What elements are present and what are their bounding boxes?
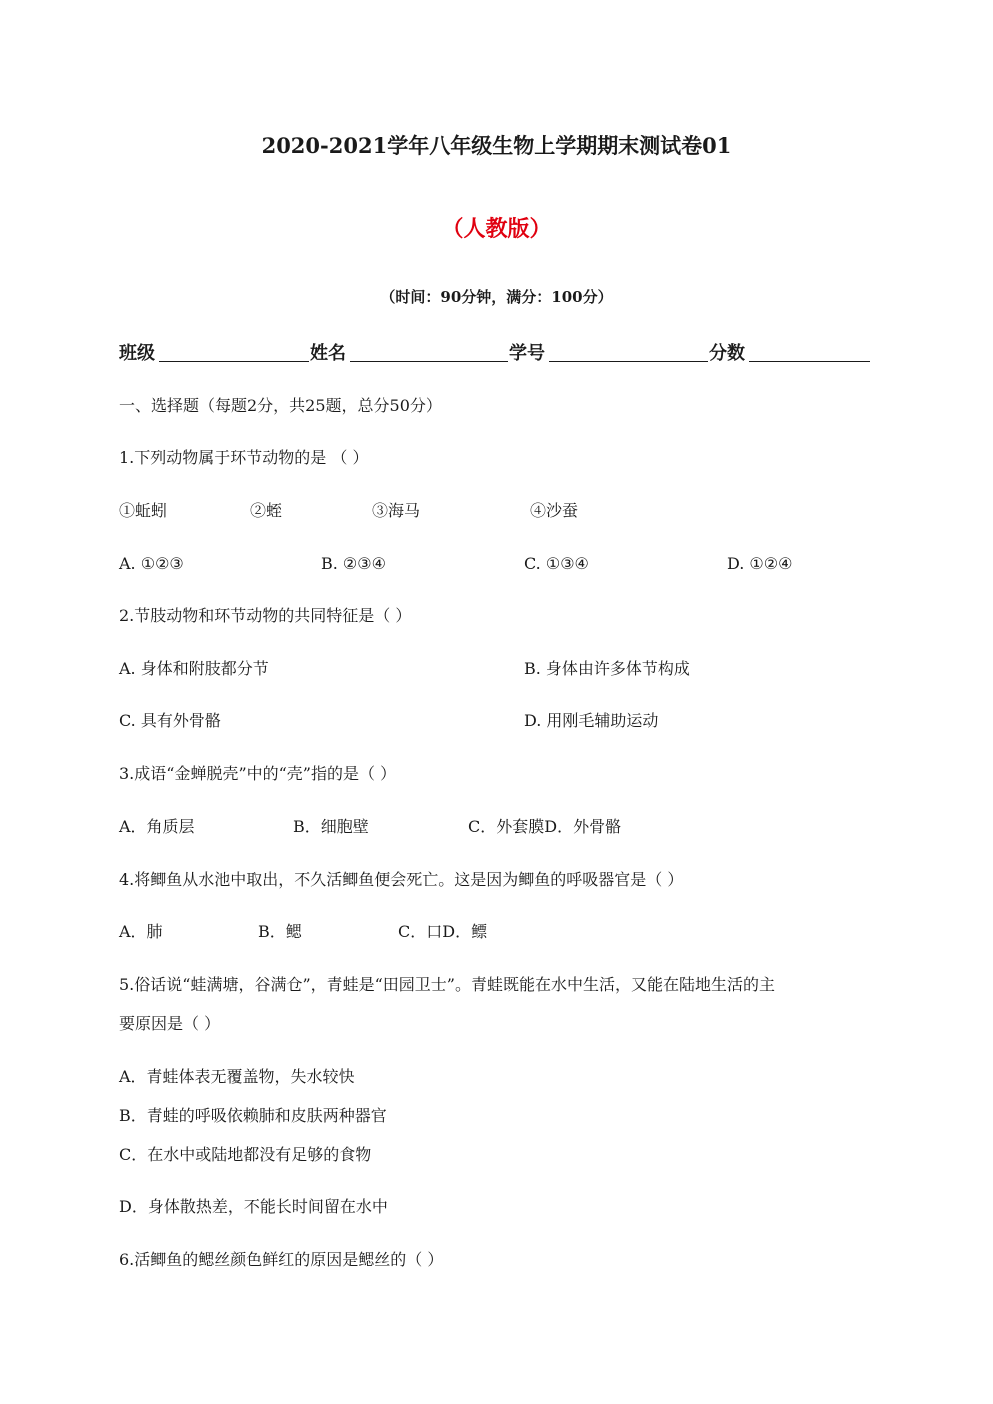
edition-subtitle: （人教版） <box>441 216 552 242</box>
question-3-stem: 3.成语“金蝉脱壳”中的“壳”指的是（ ） <box>119 764 397 783</box>
question-3-option-cd[interactable]: C．外套膜D．外骨骼 <box>468 817 622 836</box>
question-4-stem: 4.将鲫鱼从水池中取出，不久活鲫鱼便会死亡。这是因为鲫鱼的呼吸器官是（ ） <box>119 870 684 889</box>
question-2-option-a[interactable]: A. 身体和附肢都分节 <box>119 659 269 678</box>
class-blank[interactable] <box>159 361 309 362</box>
question-4-option-cd[interactable]: C．口D．鳔 <box>398 922 488 941</box>
question-1-option-c[interactable]: C. ①③④ <box>524 554 589 573</box>
question-1-option-b[interactable]: B. ②③④ <box>321 554 386 573</box>
name-label: 姓名 <box>310 343 346 364</box>
time-score-note: （时间：90分钟，满分：100分） <box>380 288 613 306</box>
question-1-item-2: ②蛭 <box>250 501 283 520</box>
score-blank[interactable] <box>749 361 870 362</box>
question-4-option-b[interactable]: B．鳃 <box>258 922 302 941</box>
student-number-blank[interactable] <box>549 361 708 362</box>
question-5-option-b[interactable]: B．青蛙的呼吸依赖肺和皮肤两种器官 <box>119 1106 387 1125</box>
class-label: 班级 <box>119 343 155 364</box>
question-2-option-d[interactable]: D. 用刚毛辅助运动 <box>524 711 659 730</box>
question-3-option-b[interactable]: B．细胞壁 <box>293 817 369 836</box>
score-label: 分数 <box>709 343 745 364</box>
student-number-label: 学号 <box>509 343 545 364</box>
student-info-row <box>119 339 871 365</box>
question-1-option-a[interactable]: A. ①②③ <box>119 554 184 573</box>
exam-title: 2020-2021学年八年级生物上学期期末测试卷01 <box>261 133 732 158</box>
question-5-option-a[interactable]: A．青蛙体表无覆盖物，失水较快 <box>119 1067 355 1086</box>
question-1-item-4: ④沙蚕 <box>530 501 579 520</box>
question-1-option-d[interactable]: D. ①②④ <box>727 554 793 573</box>
question-1-item-3: ③海马 <box>372 501 421 520</box>
question-4-option-a[interactable]: A．肺 <box>119 922 163 941</box>
question-3-option-a[interactable]: A．角质层 <box>119 817 195 836</box>
name-blank[interactable] <box>350 361 508 362</box>
question-5-stem-line-1: 5.俗话说“蛙满塘，谷满仓”，青蛙是“田园卫士”。青蛙既能在水中生活，又能在陆地生活的主 <box>119 975 775 994</box>
question-1-item-1: ①蚯蚓 <box>119 501 168 520</box>
question-2-option-c[interactable]: C. 具有外骨骼 <box>119 711 221 730</box>
question-2-stem: 2.节肢动物和环节动物的共同特征是（ ） <box>119 606 412 625</box>
question-5-stem-line-2: 要原因是（ ） <box>119 1014 221 1033</box>
question-2-option-b[interactable]: B. 身体由许多体节构成 <box>524 659 690 678</box>
question-5-option-d[interactable]: D．身体散热差，不能长时间留在水中 <box>119 1197 388 1216</box>
section-heading: 一、选择题（每题2分，共25题，总分50分） <box>119 396 442 415</box>
question-5-option-c[interactable]: C．在水中或陆地都没有足够的食物 <box>119 1145 372 1164</box>
question-6-stem: 6.活鲫鱼的鳃丝颜色鲜红的原因是鳃丝的（ ） <box>119 1250 444 1269</box>
question-1-stem: 1.下列动物属于环节动物的是 （ ） <box>119 448 369 467</box>
